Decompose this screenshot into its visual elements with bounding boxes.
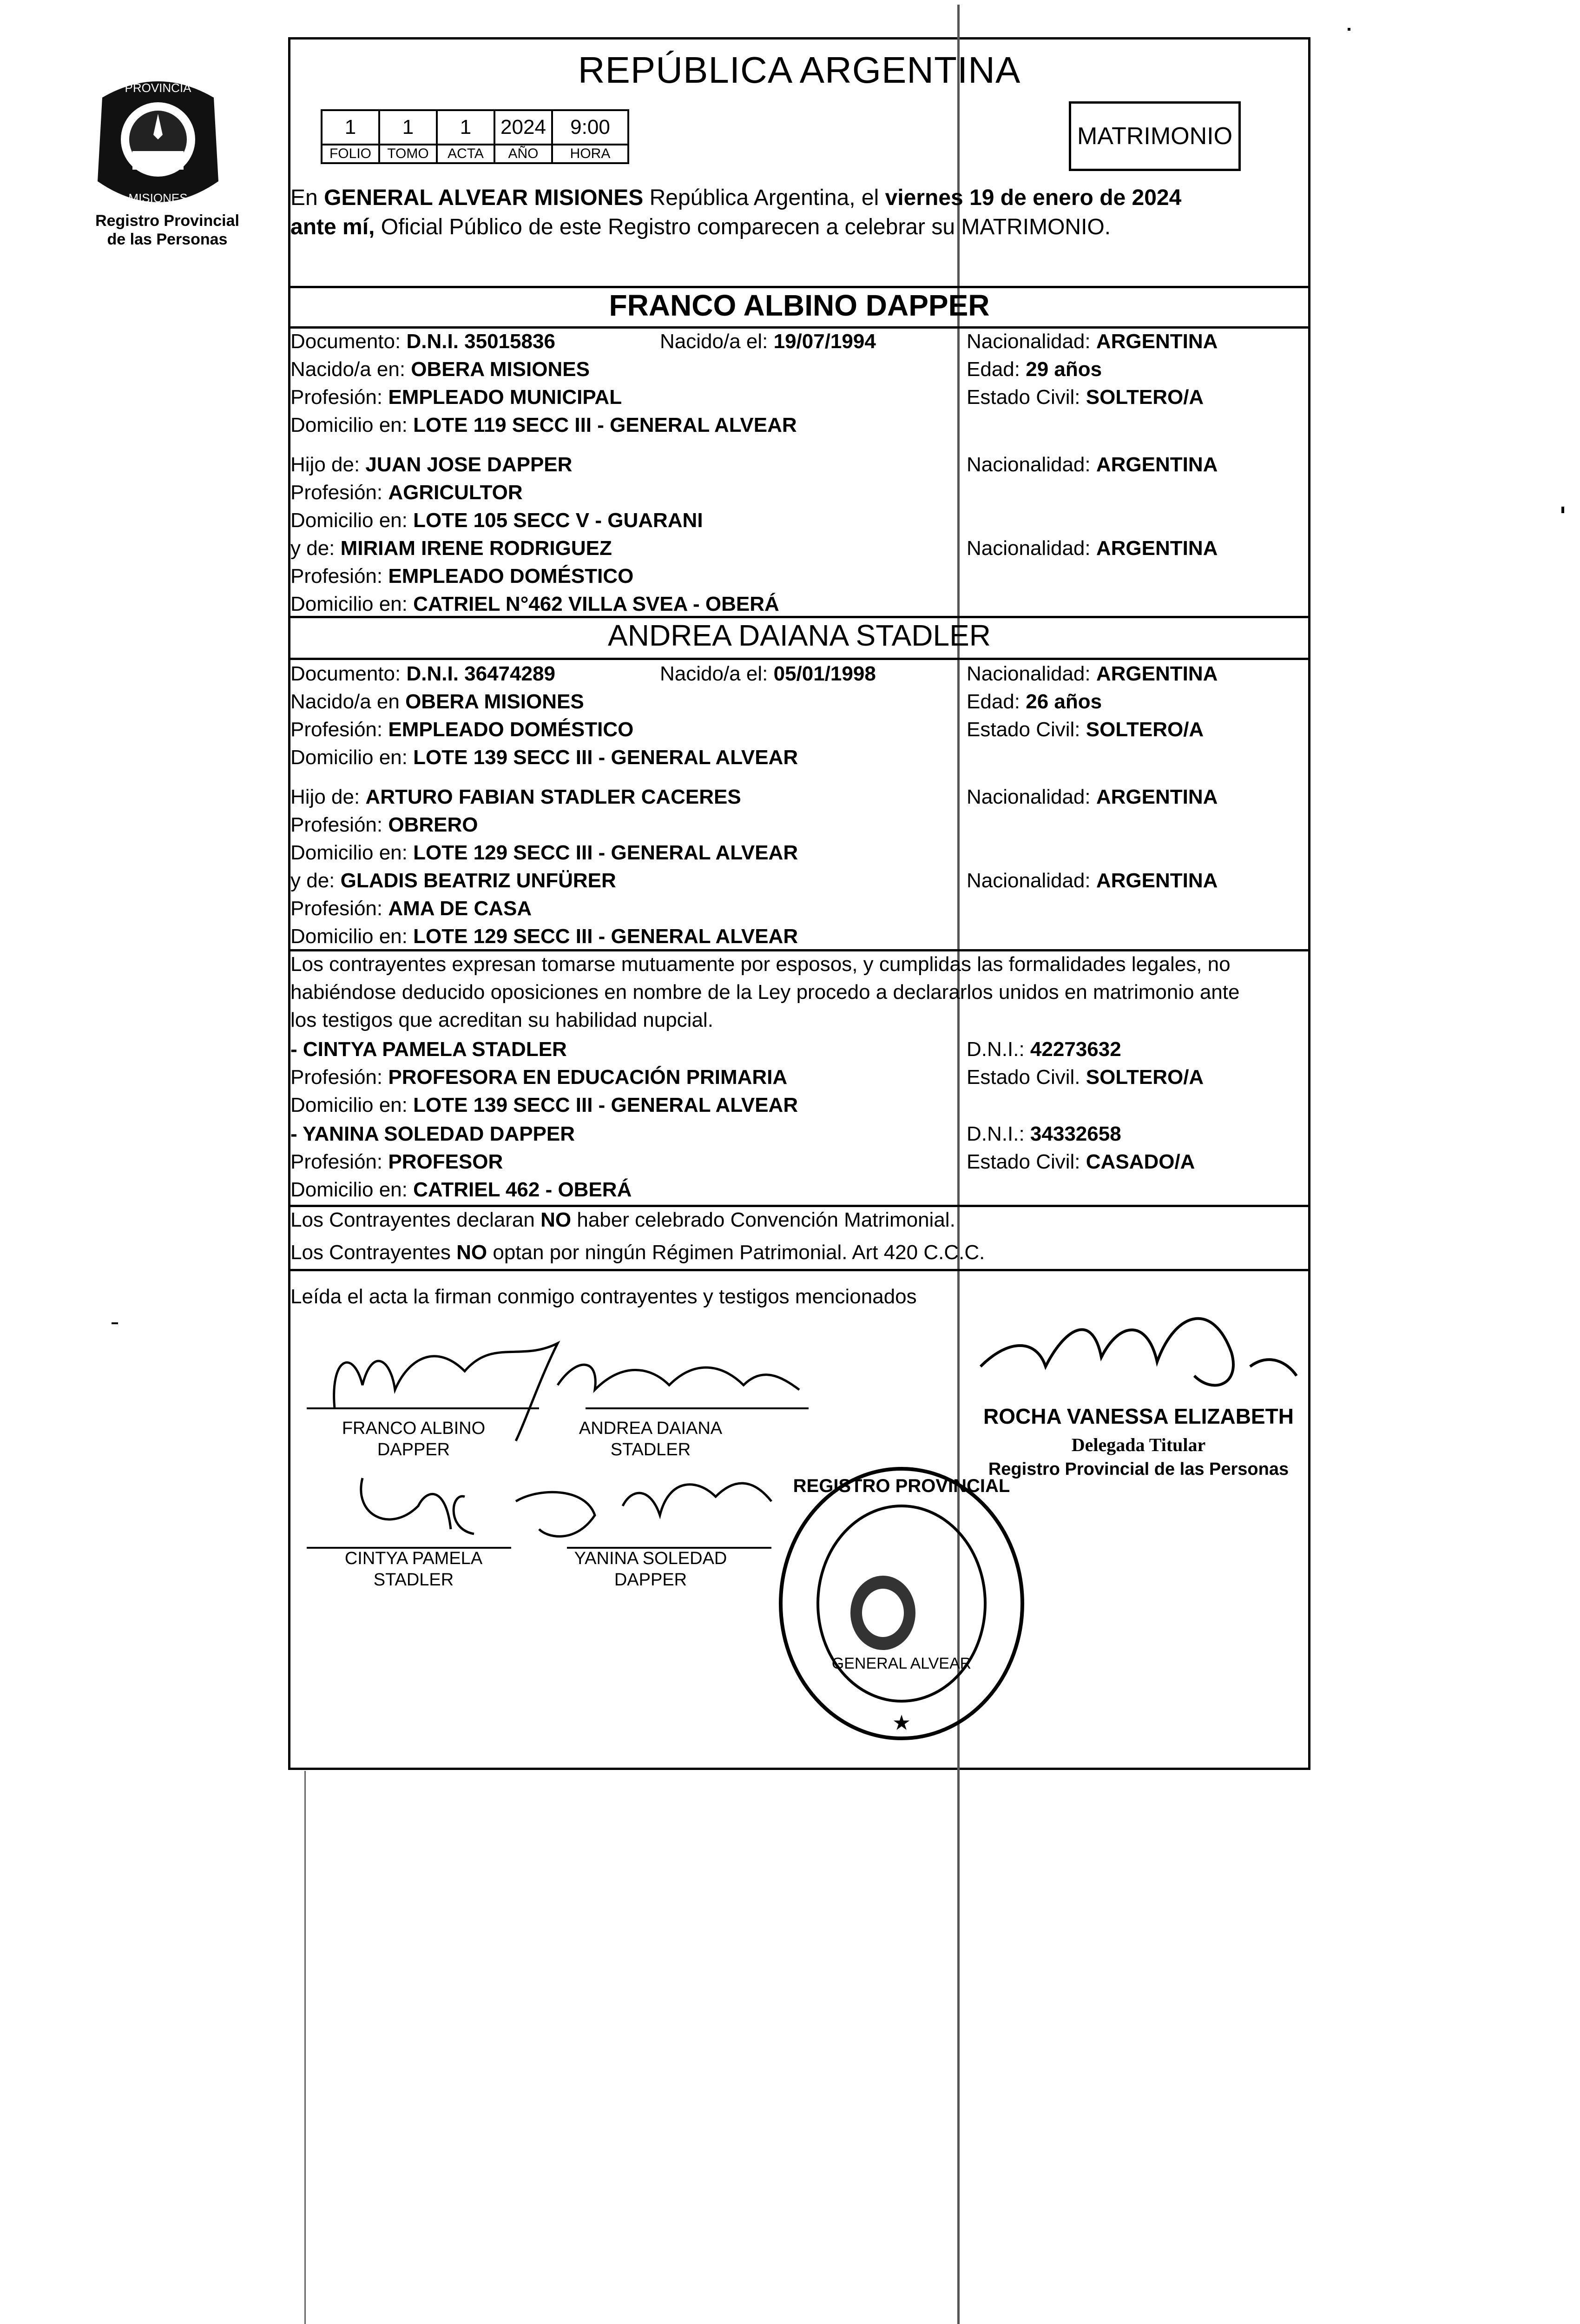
bride-father-nationality: [967, 783, 1218, 811]
sig-witness1-caption: [330, 1548, 497, 1591]
intro-rest: Oficial Público de este Registro comparecen a celebrar su MATRIMONIO.: [381, 215, 1111, 239]
value: LOTE 139 SECC III - GENERAL ALVEAR: [413, 746, 798, 769]
text: Los Contrayentes declaran: [290, 1208, 535, 1231]
record-fields-table: [321, 109, 629, 164]
registry-label-line2: de las Personas: [107, 231, 228, 248]
groom-father-address: [290, 507, 703, 535]
value: ARGENTINA: [1096, 786, 1218, 808]
label: Nacionalidad:: [967, 537, 1091, 560]
scan-left-line: [304, 1771, 306, 2324]
bride-mother: [290, 867, 616, 895]
bride-name: ANDREA DAIANA STADLER: [608, 619, 991, 652]
value: ARGENTINA: [1096, 662, 1218, 685]
groom-age: [967, 356, 1102, 383]
officer-org: Registro Provincial de las Personas: [988, 1459, 1289, 1479]
caption-line: STADLER: [610, 1440, 691, 1459]
bride-born: [660, 660, 876, 688]
label: y de:: [290, 869, 335, 892]
groom-father-nationality: [967, 451, 1218, 479]
value: ARTURO FABIAN STADLER CACERES: [365, 786, 741, 808]
registry-label: [70, 211, 265, 249]
caption-line: FRANCO ALBINO: [342, 1419, 486, 1438]
groom-mother: [290, 535, 612, 562]
groom-name: FRANCO ALBINO DAPPER: [609, 289, 990, 322]
bride-father-address: [290, 839, 798, 867]
acta-value: 1: [437, 110, 494, 145]
label: Documento:: [290, 662, 401, 685]
label: Domicilio en:: [290, 1094, 408, 1116]
groom-doc: [290, 328, 555, 356]
groom-born: [660, 328, 876, 356]
value: LOTE 139 SECC III - GENERAL ALVEAR: [413, 1094, 798, 1116]
text: Los Contrayentes: [290, 1241, 451, 1264]
note-signed: Leída el acta la firman conmigo contrayentes y testigos mencionados: [290, 1285, 917, 1308]
text: haber celebrado Convención Matrimonial.: [577, 1208, 955, 1231]
value: SOLTERO/A: [1086, 386, 1204, 409]
emphasis: NO: [456, 1241, 487, 1264]
value: EMPLEADO MUNICIPAL: [388, 386, 622, 409]
label: Estado Civil:: [967, 718, 1080, 741]
note-regime: [290, 1239, 985, 1267]
value: PROFESORA EN EDUCACIÓN PRIMARIA: [388, 1066, 788, 1089]
label: Hijo de:: [290, 786, 360, 808]
hour-value: 9:00: [552, 110, 628, 145]
value: LOTE 119 SECC III - GENERAL ALVEAR: [413, 414, 797, 436]
officer-signature: [971, 1283, 1306, 1422]
label: Domicilio en:: [290, 925, 408, 948]
groom-address: [290, 411, 797, 439]
intro-line2: [290, 213, 1111, 242]
label: Profesión:: [290, 386, 383, 409]
witness2-address: [290, 1176, 632, 1204]
province-seal-logo: [88, 70, 228, 223]
value: GLADIS BEATRIZ UNFÜRER: [340, 869, 616, 892]
value: OBERA MISIONES: [411, 358, 590, 381]
label: Estado Civil:: [967, 1150, 1080, 1173]
label: Estado Civil.: [967, 1066, 1080, 1089]
hour-label: HORA: [552, 145, 628, 163]
ceremony-line1: Los contrayentes expresan tomarse mutuamente por esposos, y cumplidas las formalidades legales, no: [290, 953, 1231, 976]
bride-birthdate: 05/01/1998: [773, 662, 876, 685]
bride-father-profession: [290, 811, 478, 839]
label: Profesión:: [290, 481, 383, 504]
value: CATRIEL 462 - OBERÁ: [413, 1178, 632, 1201]
label: Profesión:: [290, 813, 383, 836]
label: Profesión:: [290, 1150, 383, 1173]
value: JUAN JOSE DAPPER: [365, 453, 573, 476]
value: ARGENTINA: [1096, 453, 1218, 476]
tomo-value: 1: [379, 110, 437, 145]
folio-label: FOLIO: [322, 145, 379, 163]
caption-line: ANDREA DAIANA: [579, 1419, 723, 1438]
groom-birthplace: [290, 356, 590, 383]
value: ARGENTINA: [1096, 869, 1218, 892]
intro-line1: [290, 184, 1181, 212]
witness1-dni: [967, 1036, 1121, 1063]
emphasis: NO: [540, 1208, 572, 1231]
groom-dni: D.N.I. 35015836: [406, 330, 555, 353]
value: MIRIAM IRENE RODRIGUEZ: [340, 537, 612, 560]
value: ARGENTINA: [1096, 537, 1218, 560]
label: Edad:: [967, 690, 1020, 713]
label: Profesión:: [290, 718, 383, 741]
value: SOLTERO/A: [1086, 718, 1204, 741]
label: Domicilio en:: [290, 593, 408, 615]
logo-text: PROVINCIA: [125, 81, 191, 95]
bride-civil: [967, 716, 1204, 744]
value: LOTE 105 SECC V - GUARANI: [413, 509, 703, 532]
value: CATRIEL N°462 VILLA SVEA - OBERÁ: [413, 593, 779, 615]
witness1-name: - CINTYA PAMELA STADLER: [290, 1038, 567, 1061]
intro-mid: República Argentina, el: [649, 185, 879, 210]
label: Domicilio en:: [290, 746, 408, 769]
intro-date: viernes 19 de enero de 2024: [885, 185, 1182, 210]
country-title: REPÚBLICA ARGENTINA: [578, 49, 1021, 91]
bride-mother-profession: [290, 895, 532, 923]
note-convention: [290, 1206, 955, 1234]
bride-profession: [290, 716, 633, 744]
scan-speck: [112, 1322, 118, 1324]
value: AMA DE CASA: [388, 897, 532, 920]
officer-name: ROCHA VANESSA ELIZABETH: [983, 1404, 1294, 1428]
caption-line: STADLER: [373, 1570, 454, 1590]
value: OBERA MISIONES: [405, 690, 584, 713]
sig-witness2-caption: [567, 1548, 734, 1591]
ceremony-line2: habiéndose deducido oposiciones en nombre de la Ley procedo a declararlos unidos en matrimonio ante: [290, 981, 1240, 1004]
label: Nacionalidad:: [967, 662, 1091, 685]
tomo-label: TOMO: [379, 145, 437, 163]
label: Edad:: [967, 358, 1020, 381]
svg-text:GENERAL ALVEAR: GENERAL ALVEAR: [831, 1655, 972, 1672]
svg-text:MISIONES: MISIONES: [128, 191, 188, 205]
caption-line: DAPPER: [614, 1570, 687, 1590]
label: Nacido/a en:: [290, 358, 406, 381]
label: D.N.I.:: [967, 1038, 1025, 1061]
label: Estado Civil:: [967, 386, 1080, 409]
acta-label: ACTA: [437, 145, 494, 163]
label: y de:: [290, 537, 335, 560]
intro-ante: ante mí,: [290, 215, 375, 239]
value: 26 años: [1026, 690, 1102, 713]
value: 42273632: [1030, 1038, 1121, 1061]
bride-age: [967, 688, 1102, 716]
officer-title: Delegada Titular: [1071, 1434, 1206, 1455]
groom-civil: [967, 383, 1204, 411]
label: Profesión:: [290, 565, 383, 588]
bride-nationality: [967, 660, 1218, 688]
value: LOTE 129 SECC III - GENERAL ALVEAR: [413, 841, 798, 864]
svg-text:REGISTRO PROVINCIAL: REGISTRO PROVINCIAL: [793, 1476, 1010, 1496]
value: OBRERO: [388, 813, 478, 836]
label: Nacionalidad:: [967, 453, 1091, 476]
label: Domicilio en:: [290, 841, 408, 864]
caption-line: CINTYA PAMELA: [344, 1549, 483, 1568]
folio-value: 1: [322, 110, 379, 145]
witness1-address: [290, 1091, 798, 1119]
sig-bride-caption: [567, 1418, 734, 1460]
label: Profesión:: [290, 1066, 383, 1089]
caption-line: YANINA SOLEDAD: [574, 1549, 727, 1568]
groom-father: [290, 451, 572, 479]
value: LOTE 129 SECC III - GENERAL ALVEAR: [413, 925, 798, 948]
registry-label-line1: Registro Provincial: [95, 212, 239, 230]
label: Domicilio en:: [290, 414, 408, 436]
bride-birthplace: [290, 688, 584, 716]
caption-line: DAPPER: [377, 1440, 450, 1459]
label: D.N.I.:: [967, 1122, 1025, 1145]
divider: [288, 1269, 1310, 1271]
registry-stamp: [771, 1459, 1032, 1748]
groom-mother-address: [290, 590, 779, 618]
bride-address: [290, 744, 798, 772]
label: Domicilio en:: [290, 1178, 408, 1201]
groom-profession: [290, 383, 622, 411]
value: AGRICULTOR: [388, 481, 523, 504]
label: Nacido/a en: [290, 690, 400, 713]
value: ARGENTINA: [1096, 330, 1218, 353]
doc-type-box: MATRIMONIO: [1069, 101, 1241, 171]
groom-mother-nationality: [967, 535, 1218, 562]
bride-father: [290, 783, 741, 811]
value: SOLTERO/A: [1086, 1066, 1204, 1089]
bride-dni: D.N.I. 36474289: [406, 662, 555, 685]
label: Domicilio en:: [290, 509, 408, 532]
scan-vertical-line: [957, 5, 960, 2324]
svg-text:★: ★: [893, 1713, 910, 1733]
groom-mother-profession: [290, 562, 633, 590]
label: Nacido/a el:: [660, 662, 768, 685]
groom-nationality: [967, 328, 1218, 356]
value: 34332658: [1030, 1122, 1121, 1145]
witness1-civil: [967, 1063, 1204, 1091]
label: Nacionalidad:: [967, 869, 1091, 892]
witness2-civil: [967, 1148, 1195, 1176]
bride-mother-nationality: [967, 867, 1218, 895]
value: CASADO/A: [1086, 1150, 1195, 1173]
value: PROFESOR: [388, 1150, 503, 1173]
label: Nacionalidad:: [967, 786, 1091, 808]
scan-speck: [1348, 28, 1350, 31]
label: Hijo de:: [290, 453, 360, 476]
label: Nacionalidad:: [967, 330, 1091, 353]
witness2-profession: [290, 1148, 503, 1176]
value: 29 años: [1026, 358, 1102, 381]
year-value: 2024: [494, 110, 552, 145]
sig-groom-caption: [330, 1418, 497, 1460]
witness2-name: - YANINA SOLEDAD DAPPER: [290, 1122, 575, 1145]
year-label: AÑO: [494, 145, 552, 163]
value: EMPLEADO DOMÉSTICO: [388, 718, 634, 741]
bride-doc: [290, 660, 555, 688]
scan-speck: [1561, 507, 1564, 513]
text: optan por ningún Régimen Patrimonial. Art 420 C.C.C.: [493, 1241, 985, 1264]
ceremony-line3: los testigos que acreditan su habilidad nupcial.: [290, 1009, 713, 1031]
value: EMPLEADO DOMÉSTICO: [388, 565, 634, 588]
label: Nacido/a el:: [660, 330, 768, 353]
label: Documento:: [290, 330, 401, 353]
bride-mother-address: [290, 923, 798, 951]
label: Profesión:: [290, 897, 383, 920]
witness2-dni: [967, 1120, 1121, 1148]
groom-father-profession: [290, 479, 523, 507]
signatures-bottom: [297, 1459, 823, 1562]
groom-birthdate: 19/07/1994: [773, 330, 876, 353]
intro-en: En: [290, 185, 318, 210]
witness1-profession: [290, 1063, 787, 1091]
intro-place: GENERAL ALVEAR MISIONES: [324, 185, 644, 210]
